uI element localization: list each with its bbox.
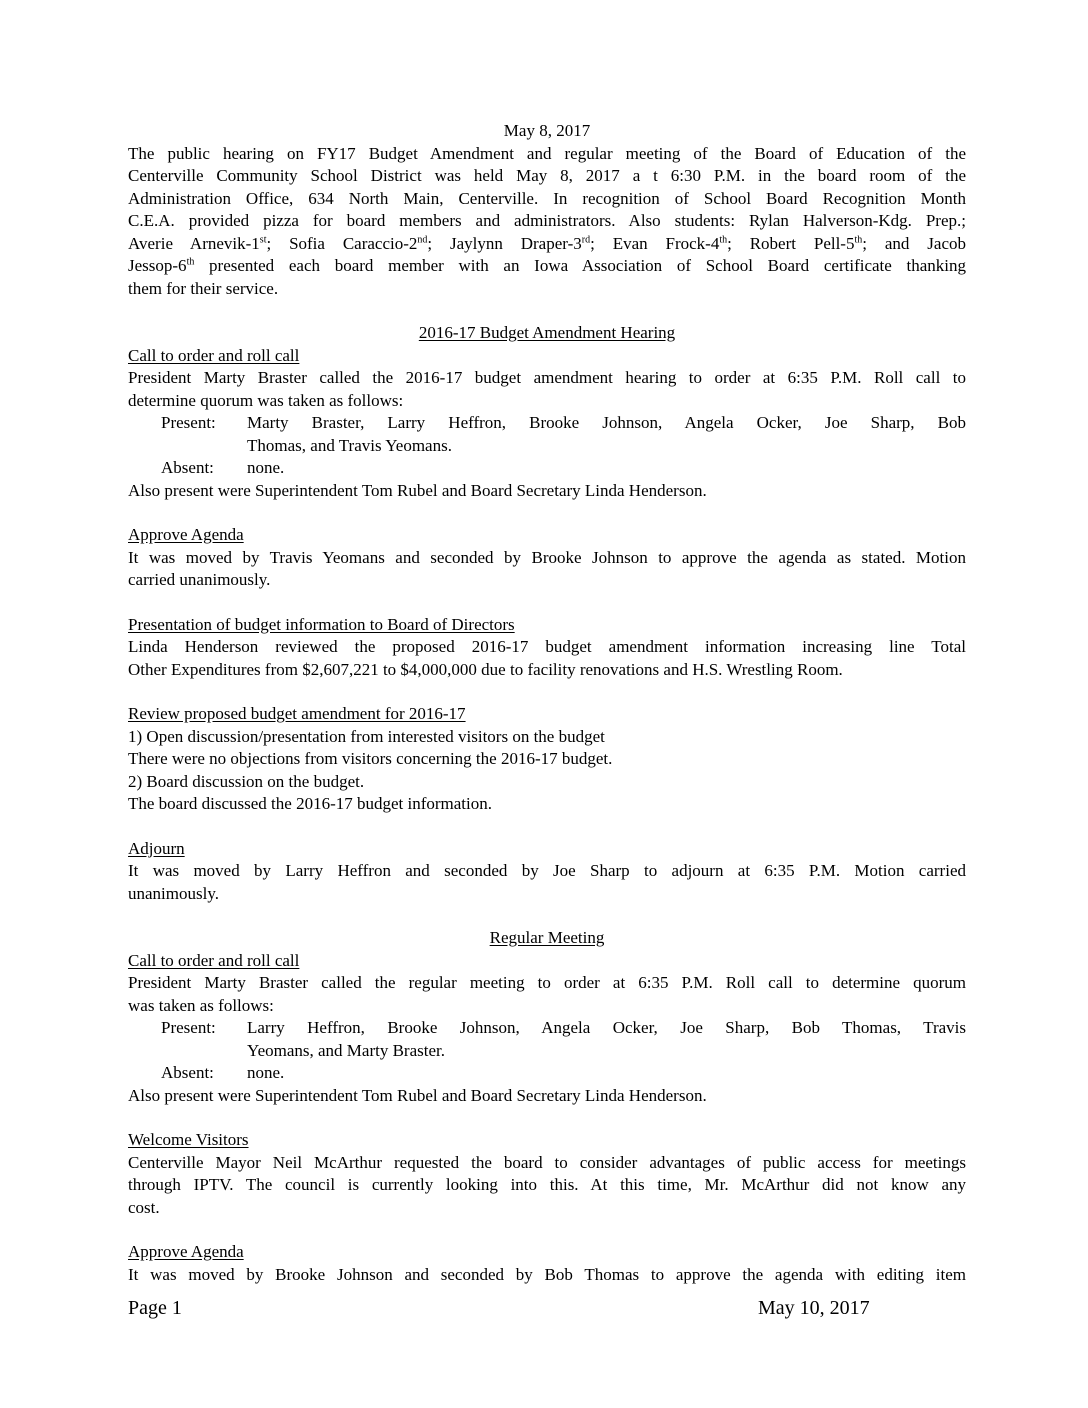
intro-line: Centerville Community School District was held May 8, 2017 a t 6:30 P.M. in the board room of the (128, 166, 966, 185)
intro-line: Administration Office, 634 North Main, Centerville. In recognition of School Board Recognition Month (128, 188, 966, 208)
roll-present: Present: Larry Heffron, Brooke Johnson, Angela Ocker, Joe Sharp, Bob Thomas, Travis Yeomans, and Marty Braster. (161, 1018, 966, 1060)
section-heading: Call to order and roll call (128, 345, 300, 365)
section-heading: Call to order and roll call (128, 950, 300, 970)
regular-title: Regular Meeting (489, 928, 605, 947)
hearing-adjourn-section: Adjourn It was moved by Larry Heffron and seconded by Joe Sharp to adjourn at 6:35 P.M. Motion carried unanimously. (128, 838, 966, 903)
section-heading: Approve Agenda (128, 525, 244, 544)
footer-date: May 10, 2017 (758, 1297, 870, 1319)
intro-line: C.E.A. provided pizza for board members and administrators. Also students: Rylan Halverson-Kdg. Prep.; (128, 211, 966, 230)
page-number: Page 1 (128, 1297, 182, 1319)
intro-line: them for their service. (128, 278, 279, 298)
hearing-review-section: Review proposed budget amendment for 2016-17 1) Open discussion/presentation from interested visitors on the budget There were no objections from visitors concerning the 2016-17 budget. 2) Board discussion on the budget. The board discussed the 2016-17 budget information. (128, 703, 966, 816)
regular-visitors-section: Welcome Visitors Centerville Mayor Neil McArthur requested the board to consider advantages of public access for meetings through IPTV. The council is currently looking into this. At this time, Mr. McArthur did not know any cost. (128, 1130, 966, 1217)
hearing-call-section: Call to order and roll call President Marty Braster called the 2016-17 budget amendment hearing to order at 6:35 P.M. Roll call to determine quorum was taken as follows: Present: Marty Braster, Larry Heffron, Brooke Johnson, Angela Ocker, Joe Sharp, Bob Thomas, and Travis Yeomans. Absent: none. Also present were Superintendent Tom Rubel and Board Secretary Linda Henderson. (128, 345, 966, 500)
intro-line: Averie Arnevik-1st; Sofia Caraccio-2nd; Jaylynn Draper-3rd; Evan Frock-4th; Robert Pell-5th; and Jacob (128, 233, 966, 253)
section-heading: Review proposed budget amendment for 2016-17 (128, 704, 466, 723)
document-body (128, 120, 966, 1286)
hearing-agenda-section: Approve Agenda It was moved by Travis Yeomans and seconded by Brooke Johnson to approve the agenda as stated. Motion carried unanimously. (128, 525, 966, 589)
section-heading: Adjourn (128, 838, 185, 858)
intro-line: The public hearing on FY17 Budget Amendment and regular meeting of the Board of Education of the (128, 143, 966, 163)
regular-call-section: Call to order and roll call President Marty Braster called the regular meeting to order at 6:35 P.M. Roll call to determine quorum was taken as follows: Present: Larry Heffron, Brooke Johnson, Angela Ocker, Joe Sharp, Bob Thomas, Travis Yeomans, and Marty Braster. Absent: none. Also present were Superintendent Tom Rubel and Board Secretary Linda Henderson. (128, 950, 966, 1105)
meeting-date: May 8, 2017 (503, 121, 591, 140)
roll-absent: Absent: none. (161, 1063, 285, 1082)
hearing-presentation-section: Presentation of budget information to Board of Directors Linda Henderson reviewed the proposed 2016-17 budget amendment information increasing line Total Other Expenditures from $2,607,221 to $4,000,000 due to facility renovations and H.S. Wrestling Room. (128, 614, 966, 679)
intro-line: Jessop-6th presented each board member with an Iowa Association of School Board certificate thanking (128, 256, 966, 275)
regular-agenda-section: Approve Agenda It was moved by Brooke Johnson and seconded by Bob Thomas to approve the agenda with editing item (128, 1242, 966, 1284)
intro-paragraph (128, 143, 966, 301)
hearing-title: 2016-17 Budget Amendment Hearing (418, 323, 676, 342)
page-footer (128, 1297, 966, 1321)
section-heading: Presentation of budget information to Board of Directors (128, 614, 515, 634)
section-heading: Welcome Visitors (128, 1130, 249, 1149)
roll-absent: Absent: none. (161, 458, 285, 477)
section-heading: Approve Agenda (128, 1242, 244, 1261)
roll-present: Present: Marty Braster, Larry Heffron, Brooke Johnson, Angela Ocker, Joe Sharp, Bob Thomas, and Travis Yeomans. (161, 413, 966, 455)
